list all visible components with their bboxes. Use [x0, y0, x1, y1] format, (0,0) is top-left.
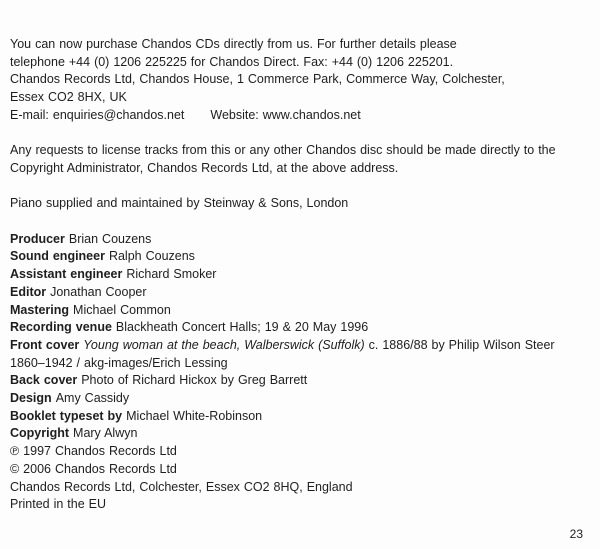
credit-row-recording-venue — [10, 319, 596, 337]
contact-links-line — [10, 107, 596, 125]
credit-value: Jonathan Cooper — [50, 284, 147, 299]
licensing-line: Any requests to license tracks from this or any other Chandos disc should be made directly to the — [10, 143, 556, 158]
credit-value: Amy Cassidy — [55, 391, 130, 406]
credit-row-front-cover-continuation: 1860–1942 / akg-images/Erich Lessing — [10, 355, 228, 370]
credit-value: Photo of Richard Hickox by Greg Barrett — [81, 373, 308, 388]
piano-note: Piano supplied and maintained by Steinway & Sons, London — [10, 196, 349, 211]
credit-value: Mary Alwyn — [73, 426, 138, 441]
credit-label: Editor — [10, 284, 47, 299]
page-number: 23 — [569, 527, 583, 541]
credit-value: Richard Smoker — [126, 267, 217, 282]
licensing-paragraph — [10, 142, 596, 177]
credit-label: Front cover — [10, 337, 80, 352]
contact-line: telephone +44 (0) 1206 225225 for Chandos Direct. Fax: +44 (0) 1206 225201. — [10, 54, 454, 69]
credit-label: Back cover — [10, 373, 78, 388]
credit-label: Copyright — [10, 426, 70, 441]
imprint-phonogram-line: ℗ 1997 Chandos Records Ltd — [10, 444, 177, 459]
credit-row-sound-engineer — [10, 248, 596, 266]
credit-value: Brian Couzens — [68, 231, 152, 246]
credit-label: Mastering — [10, 302, 70, 317]
credit-label: Recording venue — [10, 320, 112, 335]
credit-label: Booklet typeset by — [10, 408, 123, 423]
credit-value: Blackheath Concert Halls; 19 & 20 May 1996 — [115, 320, 369, 335]
contact-line: Essex CO2 8HX, UK — [10, 90, 127, 105]
credit-label: Producer — [10, 231, 65, 246]
artwork-title: Young woman at the beach, Walberswick (Suffolk) — [83, 337, 365, 352]
credit-value: Michael White-Robinson — [126, 408, 263, 423]
imprint-copyright-line: © 2006 Chandos Records Ltd — [10, 461, 177, 476]
credit-label: Sound engineer — [10, 249, 105, 264]
licensing-line: Copyright Administrator, Chandos Records Ltd, at the above address. — [10, 160, 399, 175]
credit-row-back-cover — [10, 372, 596, 390]
artwork-details: c. 1886/88 by Philip Wilson Steer — [368, 337, 555, 352]
credit-row-booklet-typeset — [10, 408, 596, 426]
website-text: Website: www.chandos.net — [210, 107, 361, 122]
imprint-address-line: Chandos Records Ltd, Colchester, Essex CO2 8HQ, England — [10, 479, 353, 494]
credit-row-producer — [10, 231, 596, 249]
credit-value: Michael Common — [73, 302, 171, 317]
credit-row-mastering — [10, 302, 596, 320]
credit-row-front-cover — [10, 337, 596, 355]
credit-label: Assistant engineer — [10, 267, 123, 282]
credit-value: Ralph Couzens — [108, 249, 195, 264]
credit-row-assistant-engineer — [10, 266, 596, 284]
contact-paragraph — [10, 36, 596, 125]
credit-row-design — [10, 390, 596, 408]
credits-block — [10, 231, 596, 514]
credit-label: Design — [10, 391, 52, 406]
contact-line: Chandos Records Ltd, Chandos House, 1 Commerce Park, Commerce Way, Colchester, — [10, 72, 505, 87]
booklet-page-text — [10, 36, 596, 514]
credit-row-copyright — [10, 425, 596, 443]
email-text: E-mail: enquiries@chandos.net — [10, 107, 185, 122]
credit-row-editor — [10, 284, 596, 302]
imprint-printed-line: Printed in the EU — [10, 497, 106, 512]
piano-note-paragraph — [10, 195, 596, 213]
contact-line: You can now purchase Chandos CDs directly from us. For further details please — [10, 37, 457, 51]
